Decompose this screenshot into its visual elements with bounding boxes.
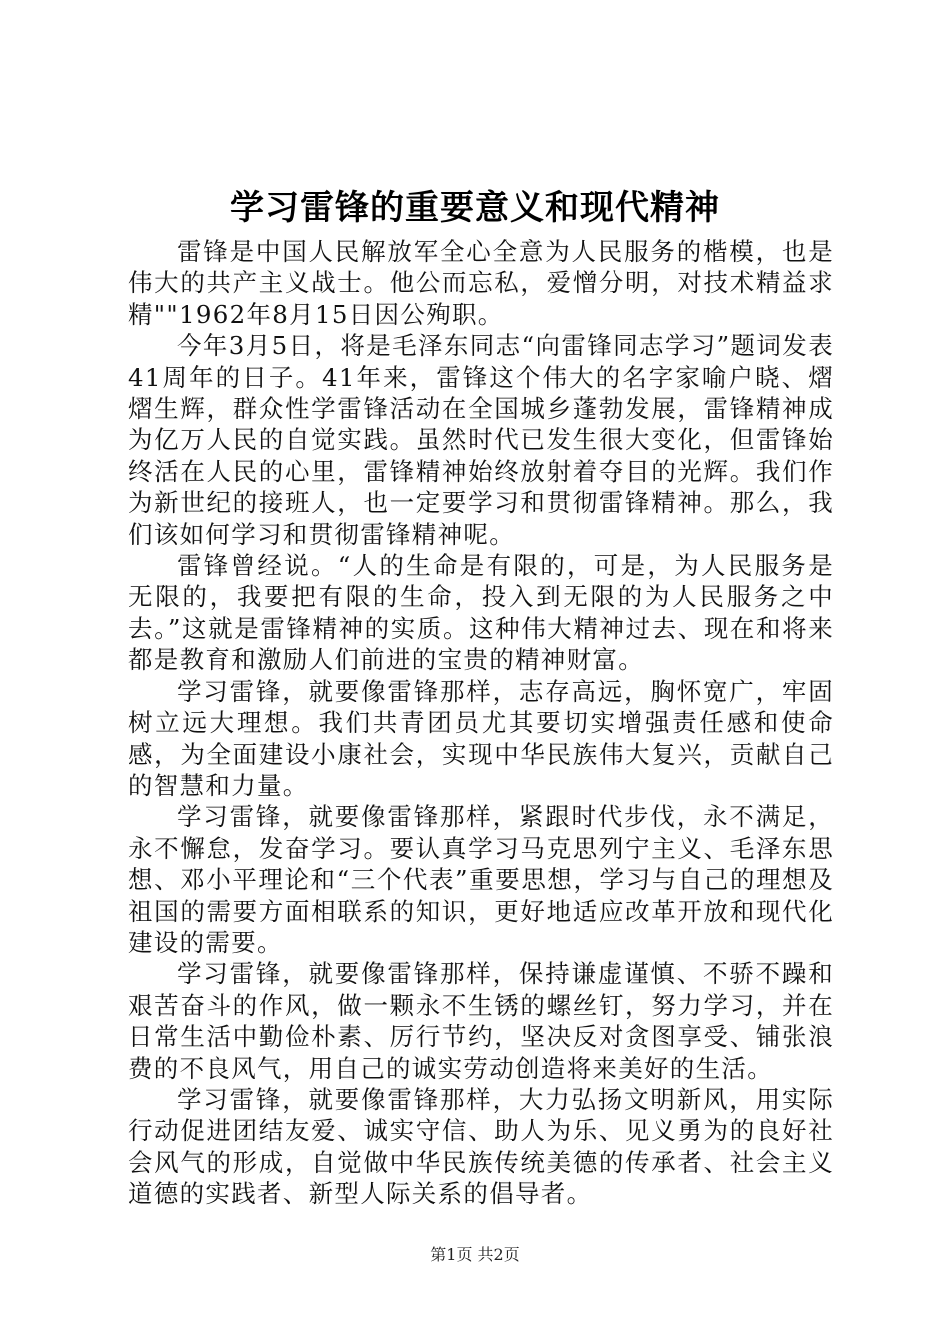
paragraph: 雷锋是中国人民解放军全心全意为人民服务的楷模，也是伟大的共产主义战士。他公而忘私，爱憎分明，对技术精益求精""1962年8月15日因公殉职。 [128,237,834,329]
paragraph: 今年3月5日，将是毛泽东同志“向雷锋同志学习”题词发表41周年的日子。41年来，雷锋这个伟大的名字家喻户晓、熠熠生辉，群众性学雷锋活动在全国城乡蓬勃发展，雷锋精神成为亿万人民的自觉实践。虽然时代已发生很大变化，但雷锋始终活在人民的心里，雷锋精神始终放射着夺目的光辉。我们作为新世纪的接班人，也一定要学习和贯彻雷锋精神。那么，我们该如何学习和贯彻雷锋精神呢。 [128,331,834,549]
document-title: 学习雷锋的重要意义和现代精神 [230,188,720,228]
paragraph: 雷锋曾经说。“人的生命是有限的，可是，为人民服务是无限的，我要把有限的生命，投入到无限的为人民服务之中去。”这就是雷锋精神的实质。这种伟大精神过去、现在和将来都是教育和激励人们前进的宝贵的精神财富。 [128,551,834,675]
document-body [128,236,834,1210]
paragraph: 学习雷锋，就要像雷锋那样，大力弘扬文明新风，用实际行动促进团结友爱、诚实守信、助人为乐、见义勇为的良好社会风气的形成，自觉做中华民族传统美德的传承者、社会主义道德的实践者、新型人际关系的倡导者。 [128,1084,834,1209]
paragraph: 学习雷锋，就要像雷锋那样，紧跟时代步伐，永不满足，永不懈怠，发奋学习。要认真学习马克思列宁主义、毛泽东思想、邓小平理论和“三个代表”重要思想，学习与自己的理想及祖国的需要方面相联系的知识，更好地适应改革开放和现代化建设的需要。 [128,802,834,957]
paragraph: 学习雷锋，就要像雷锋那样，志存高远，胸怀宽广，牢固树立远大理想。我们共青团员尤其要切实增强责任感和使命感，为全面建设小康社会，实现中华民族伟大复兴，贡献自己的智慧和力量。 [128,676,834,800]
page-number-footer: 第1页 共2页 [430,1245,520,1264]
paragraph: 学习雷锋，就要像雷锋那样，保持谦虚谨慎、不骄不躁和艰苦奋斗的作风，做一颗永不生锈的螺丝钉，努力学习，并在日常生活中勤俭朴素、厉行节约，坚决反对贪图享受、铺张浪费的不良风气，用自己的诚实劳动创造将来美好的生活。 [128,959,834,1083]
